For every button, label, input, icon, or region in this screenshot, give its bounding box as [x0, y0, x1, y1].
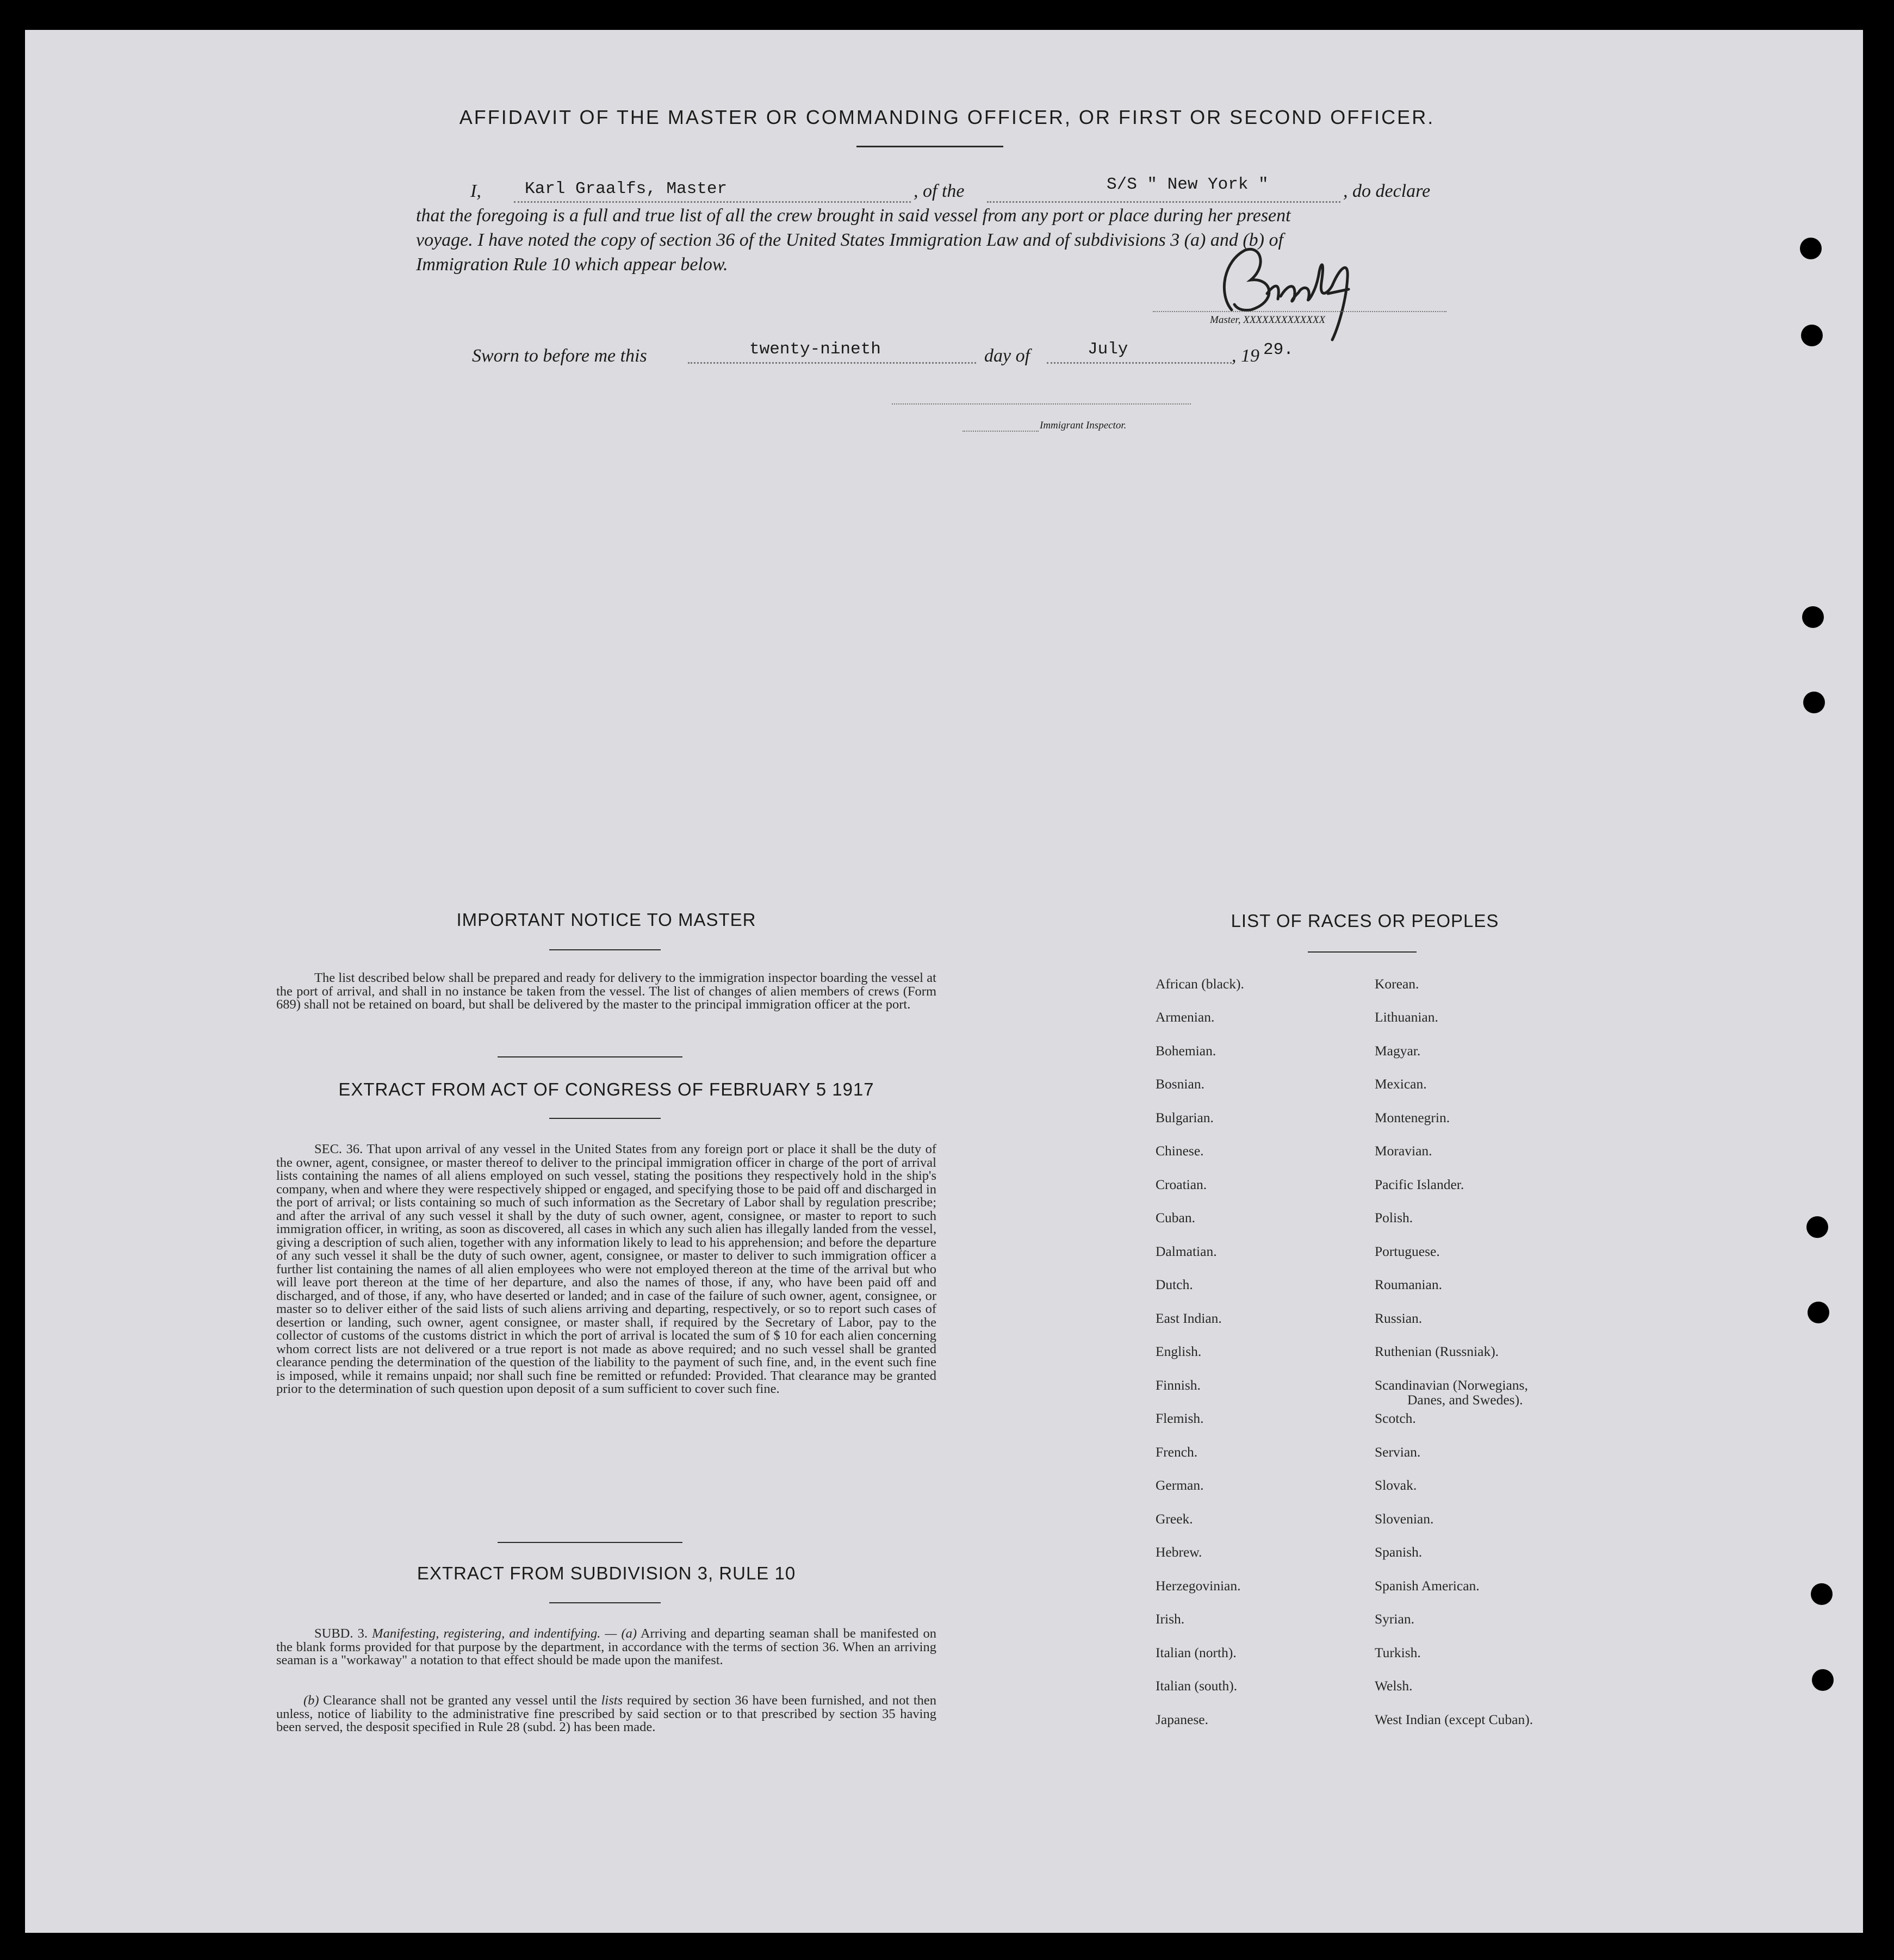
race-item: Spanish American. [1375, 1578, 1480, 1594]
year-field: 29. [1263, 340, 1294, 359]
race-item: Roumanian. [1375, 1277, 1442, 1292]
title-underline [856, 146, 1003, 147]
punch-hole [1800, 238, 1822, 259]
subd-b-lead: (b) [303, 1693, 319, 1708]
inspector-caption-line [962, 431, 1039, 432]
race-item: Servian. [1375, 1444, 1421, 1460]
affidavit-pronoun: I, [470, 181, 481, 201]
rule-underline [549, 1602, 661, 1603]
notice-body: The list described below shall be prepared and ready for delivery to the immigration inspector boarding the vessel at the port of arrival, and shall in no instance be taken from the vessel. The list of changes of alien members of crews (Form 689) shall not be retained on board, but shall be delivered by the master to the principal immigration officer at the port. [276, 970, 936, 1012]
do-declare-label: , do declare [1343, 181, 1431, 201]
divider [498, 1056, 682, 1057]
punch-hole [1811, 1583, 1833, 1605]
divider [498, 1542, 682, 1543]
race-item: Polish. [1375, 1210, 1413, 1225]
rule-extract-title: EXTRACT FROM SUBDIVISION 3, RULE 10 [417, 1563, 796, 1583]
race-item: Dutch. [1156, 1277, 1193, 1292]
affidavit-line-4: Immigration Rule 10 which appear below. [416, 254, 728, 275]
race-item: Irish. [1156, 1611, 1185, 1627]
race-item: Spanish. [1375, 1544, 1423, 1560]
master-signature [1185, 228, 1403, 348]
race-item: Finnish. [1156, 1377, 1201, 1393]
race-item: Scotch. [1375, 1410, 1416, 1426]
race-item: Hebrew. [1156, 1544, 1202, 1560]
inspector-line [892, 403, 1191, 405]
subd-heading: Manifesting, registering, and indentifying. — (a) [372, 1626, 637, 1641]
punch-hole [1808, 1302, 1829, 1323]
races-title: LIST OF RACES OR PEOPLES [1231, 911, 1499, 931]
vessel-name-line [987, 201, 1340, 203]
affidavit-line-2: that the foregoing is a full and true list of all the crew brought in said vessel from any port or place during her present [416, 206, 1291, 226]
race-item: Pacific Islander. [1375, 1177, 1464, 1192]
race-item-continued: Danes, and Swedes). [1407, 1392, 1523, 1408]
rule-extract-subd-b [276, 1694, 936, 1734]
race-item: Montenegrin. [1375, 1110, 1450, 1125]
race-item: Cuban. [1156, 1210, 1195, 1225]
race-item: German. [1156, 1477, 1204, 1493]
sworn-day-field: twenty-nineth [749, 340, 881, 359]
affidavit-title: AFFIDAVIT OF THE MASTER OR COMMANDING OFFICER, OR FIRST OR SECOND OFFICER. [459, 106, 1435, 128]
race-item: Bulgarian. [1156, 1110, 1214, 1125]
race-item: Lithuanian. [1375, 1009, 1438, 1025]
race-item: Portuguese. [1375, 1243, 1440, 1259]
race-item: African (black). [1156, 976, 1244, 992]
punch-hole [1802, 606, 1824, 628]
race-item: West Indian (except Cuban). [1375, 1712, 1533, 1727]
race-item: Welsh. [1375, 1678, 1413, 1694]
inspector-caption: Immigrant Inspector. [1040, 420, 1127, 431]
subd-b-body-1: Clearance shall not be granted any vessel until the [323, 1693, 597, 1708]
race-item: Magyar. [1375, 1043, 1421, 1059]
act-underline [549, 1118, 661, 1119]
master-name-field: Karl Graalfs, Master [525, 179, 728, 198]
race-item: Scandinavian (Norwegians, [1375, 1377, 1528, 1393]
act-extract-title: EXTRACT FROM ACT OF CONGRESS OF FEBRUARY 5 1917 [338, 1079, 874, 1099]
race-item: Ruthenian (Russniak). [1375, 1343, 1499, 1359]
race-item: Slovak. [1375, 1477, 1417, 1493]
race-item: Chinese. [1156, 1143, 1204, 1159]
race-item: Turkish. [1375, 1645, 1421, 1660]
of-the-label: , of the [914, 181, 965, 201]
race-item: Flemish. [1156, 1410, 1204, 1426]
race-item: Herzegovinian. [1156, 1578, 1241, 1594]
notice-title: IMPORTANT NOTICE TO MASTER [456, 910, 756, 930]
race-item: Italian (north). [1156, 1645, 1237, 1660]
race-item: Slovenian. [1375, 1511, 1434, 1527]
race-item: Bohemian. [1156, 1043, 1216, 1059]
punch-hole [1803, 692, 1825, 713]
race-item: Croatian. [1156, 1177, 1207, 1192]
sworn-prefix: Sworn to before me this [472, 346, 647, 366]
signature-caption: Master, XXXXXXXXXXXXX [1210, 314, 1326, 326]
race-item: Russian. [1375, 1310, 1423, 1326]
notice-text [276, 972, 936, 1012]
race-item: Japanese. [1156, 1712, 1208, 1727]
race-item: Korean. [1375, 976, 1419, 992]
sworn-month-field: July [1088, 340, 1128, 359]
rule-extract-subd-a [276, 1627, 936, 1667]
punch-hole [1812, 1669, 1834, 1691]
race-item: Moravian. [1375, 1143, 1432, 1159]
signature-line [1153, 311, 1446, 312]
race-item: English. [1156, 1343, 1202, 1359]
year-prefix: , 19 [1232, 346, 1259, 366]
races-underline [1308, 951, 1417, 953]
race-item: Bosnian. [1156, 1076, 1204, 1092]
subd-lead: SUBD. 3. [314, 1626, 368, 1641]
sworn-month-line [1047, 362, 1232, 364]
act-extract-text [276, 1143, 936, 1396]
race-item: East Indian. [1156, 1310, 1222, 1326]
race-item: Syrian. [1375, 1611, 1414, 1627]
subd-b-body-2: required by section 36 have been furnished, and not then unless, notice of liability to the administrative fine prescribed by said section or to that prescribed by section 35 having been served, the desposit specified in Rule 28 (subd. 2) has been made. [276, 1693, 937, 1734]
race-item: Italian (south). [1156, 1678, 1238, 1694]
punch-hole [1801, 325, 1823, 346]
race-item: Armenian. [1156, 1009, 1215, 1025]
day-of-label: day of [984, 346, 1030, 366]
race-item: Greek. [1156, 1511, 1193, 1527]
race-item: Dalmatian. [1156, 1243, 1217, 1259]
race-item: Mexican. [1375, 1076, 1427, 1092]
notice-underline [549, 949, 661, 950]
vessel-name-field: S/S " New York " [1107, 175, 1269, 194]
act-extract-body: SEC. 36. That upon arrival of any vessel in the United States from any foreign port or place it shall be the duty of the owner, agent, consignee, or master thereof to deliver to the principal immigration officer in charge of the port of arrival lists containing the names of all aliens employed on such vessel, stating the positions they respectively hold in the ship's company, when and where they were respectively shipped or engaged, and specifying those to be paid off and discharged in the port of arrival; or lists containing so much of such information as the Secretary of Labor shall by regulation prescribe; and after the arrival of any such vessel it shall by the duty of such owner, agent, consignee, or master to report to such immigration officer, in writing, as soon as discovered, all cases in which any such alien has illegally landed from the vessel, giving a description of such alien, together with any information likely to lead to his apprehension; and before the departure of any such vessel it shall be the duty of such owner, agent, consignee, or master to deliver to such immigration officer a further list containing the names of all alien employees who were not employed thereon at the time of the arrival but who will leave port thereon at the time of her departure, and also the names of those, if any, who have been paid off and discharged, and of those, if any, who have deserted or landed; and in case of the failure of such owner, agent, consignee, or master so to deliver either of the said lists of such aliens arriving and departing, respectively, or so to report such cases of desertion or landing, such owner, agent consignee, or master shall, if required by the Secretary of Labor, pay to the collector of customs of the customs district in which the port of arrival is located the sum of $ 10 for each alien concerning whom correct lists are not delivered or a true report is not made as above required; and no such vessel shall be granted clearance pending the determination of the question of the liability to the payment of such fine, and, in the event such fine is imposed, while it remains unpaid; nor shall such fine be remitted or refunded: Provided. That clearance may be granted prior to the determination of such question upon deposit of a sum sufficient to cover such fine. [276, 1142, 936, 1396]
race-item: French. [1156, 1444, 1198, 1460]
sworn-day-line [688, 362, 976, 364]
punch-hole [1806, 1216, 1828, 1238]
subd-b-lists: lists [601, 1693, 623, 1708]
affidavit-line-3: voyage. I have noted the copy of section 36 of the United States Immigration Law and of subdivisions 3 (a) and (b) of [416, 230, 1283, 250]
master-name-line [514, 201, 911, 203]
subd-a-body: Arriving and departing seaman shall be manifested on the blank forms provided for that purpose by the department, in accordance with the terms of section 36. When an arriving seaman is a "workaway" a notation to that effect should be made upon the manifest. [276, 1626, 936, 1667]
